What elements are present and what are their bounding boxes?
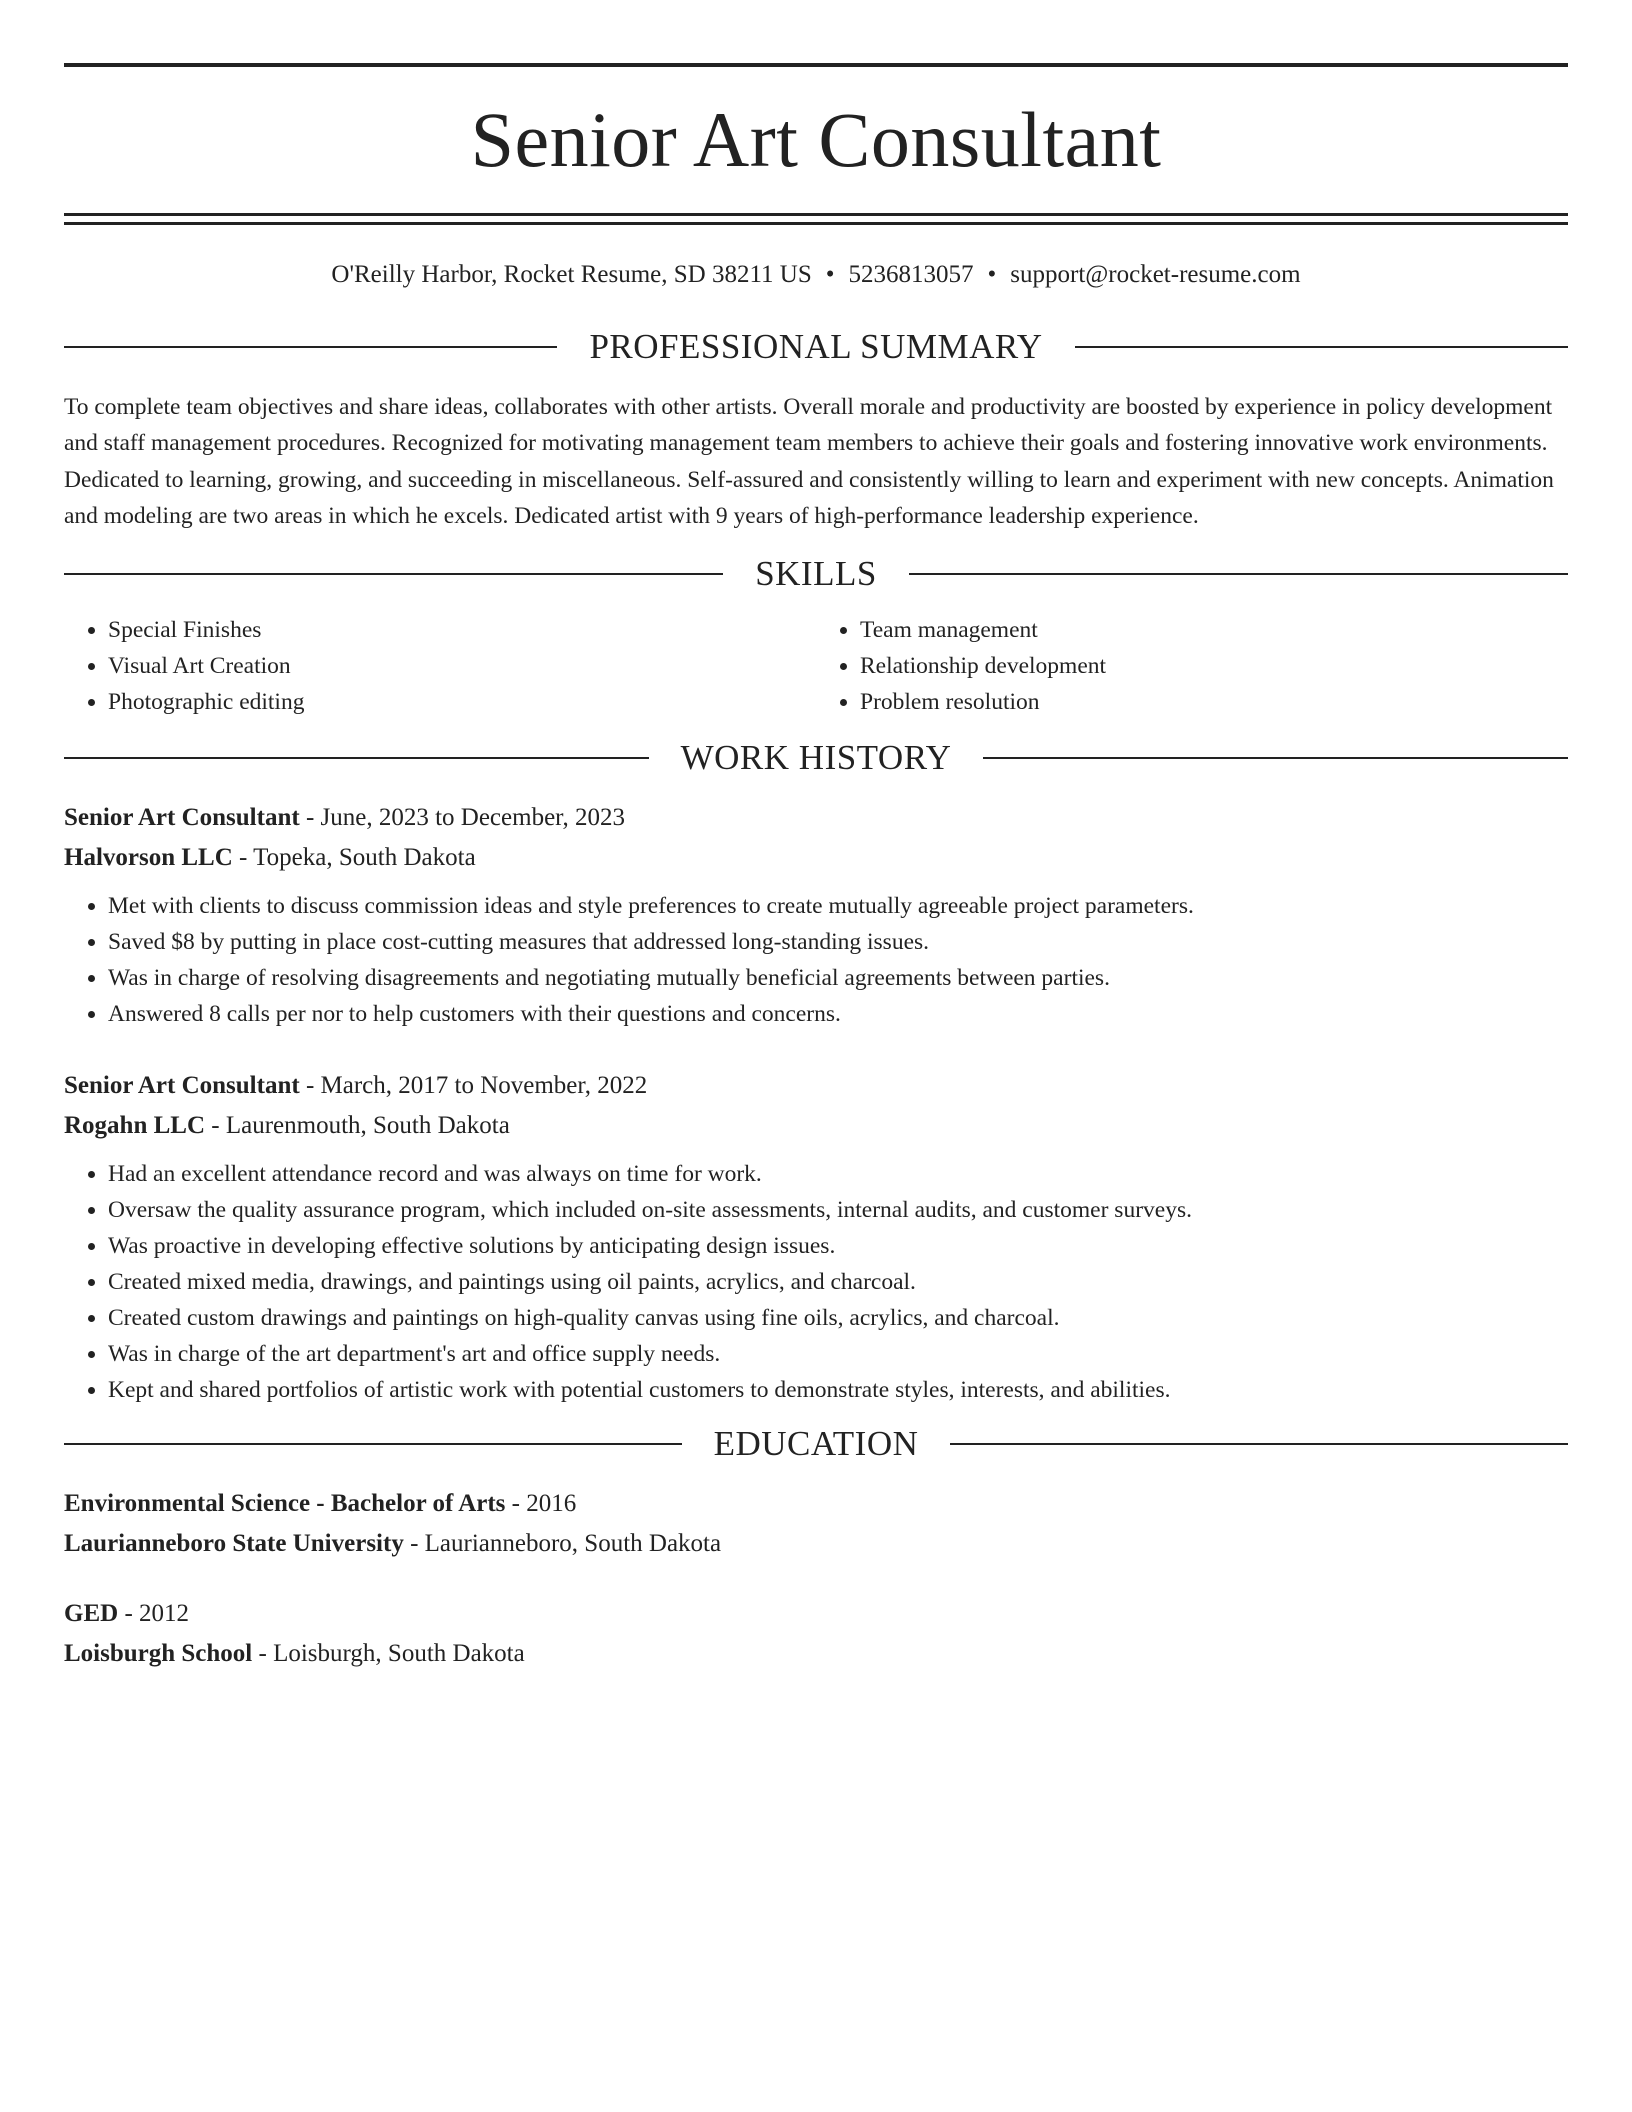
work-heading-text: WORK HISTORY: [680, 738, 952, 778]
job-company: Halvorson LLC: [64, 844, 233, 872]
heading-rule: [1075, 346, 1568, 348]
job-bullet: • Was in charge of the art department's art and office supply needs.: [108, 1336, 1568, 1372]
resume-title: Senior Art Consultant: [470, 96, 1162, 183]
education-degree-line: [64, 1594, 1568, 1634]
education-entry: [64, 1594, 1568, 1674]
job-company-line: [64, 1106, 1568, 1146]
job-dates: March, 2017 to November, 2022: [320, 1072, 648, 1100]
contact-email: support@rocket-resume.com: [1010, 261, 1301, 288]
heading-rule: [64, 346, 557, 348]
skills-list: [64, 612, 1568, 720]
education-location: Loisburgh, South Dakota: [273, 1640, 525, 1668]
job-title: Senior Art Consultant: [64, 1072, 300, 1100]
dash: -: [505, 1490, 527, 1518]
education-degree: GED: [64, 1600, 119, 1628]
job-bullet: • Created mixed media, drawings, and paintings using oil paints, acrylics, and charcoal.: [108, 1264, 1568, 1300]
job-bullet: • Created custom drawings and paintings on high-quality canvas using fine oils, acrylics, and charcoal.: [108, 1300, 1568, 1336]
education-degree-line: [64, 1484, 1568, 1524]
education-location: Laurianneboro, South Dakota: [424, 1530, 722, 1558]
job-bullet: • Had an excellent attendance record and was always on time for work.: [108, 1156, 1568, 1192]
summary-heading-text: PROFESSIONAL SUMMARY: [589, 327, 1043, 366]
job-entry: [64, 1066, 1568, 1408]
job-entry: [64, 798, 1568, 1032]
job-title-line: [64, 798, 1568, 838]
contact-separator: •: [825, 261, 835, 288]
dash: -: [252, 1640, 274, 1668]
dash: -: [299, 1072, 321, 1100]
job-bullet: • Met with clients to discuss commission ideas and style preferences to create mutually agreeable project parameters.: [108, 888, 1568, 924]
job-title: Senior Art Consultant: [64, 804, 300, 832]
job-bullet: • Answered 8 calls per nor to help customers with their questions and concerns.: [108, 996, 1568, 1032]
contact-phone: 5236813057: [848, 261, 974, 288]
job-bullet: • Saved $8 by putting in place cost-cutting measures that addressed long-standing issues.: [108, 924, 1568, 960]
job-company-line: [64, 838, 1568, 878]
contact-line: [64, 259, 1568, 291]
dash: -: [118, 1600, 140, 1628]
education-school-line: [64, 1524, 1568, 1564]
education-school: Loisburgh School: [64, 1640, 253, 1668]
dash: -: [403, 1530, 425, 1558]
skill-item: • Team management: [860, 612, 1568, 648]
skills-heading-text: SKILLS: [755, 554, 877, 594]
job-dates: June, 2023 to December, 2023: [320, 804, 625, 832]
job-bullet: • Kept and shared portfolios of artistic work with potential customers to demonstrate styles, interests, and abilities.: [108, 1372, 1568, 1408]
skill-item: • Visual Art Creation: [108, 648, 816, 684]
skill-item: • Relationship development: [860, 648, 1568, 684]
job-bullets: [64, 888, 1568, 1032]
skills-column-left: [64, 612, 816, 720]
heading-rule: [64, 757, 649, 759]
heading-rule: [64, 1443, 682, 1445]
job-company: Rogahn LLC: [64, 1112, 206, 1140]
skill-item: • Photographic editing: [108, 684, 816, 720]
education-school: Laurianneboro State University: [64, 1530, 404, 1558]
job-bullets: [64, 1156, 1568, 1408]
dash: -: [299, 804, 321, 832]
dash: -: [232, 844, 254, 872]
job-location: Topeka, South Dakota: [253, 844, 476, 872]
skills-column-right: [816, 612, 1568, 720]
contact-address: O'Reilly Harbor, Rocket Resume, SD 38211 US: [331, 261, 812, 288]
job-bullet: • Was in charge of resolving disagreements and negotiating mutually beneficial agreements between parties.: [108, 960, 1568, 996]
job-bullet: • Oversaw the quality assurance program, which included on-site assessments, internal audits, and customer surveys.: [108, 1192, 1568, 1228]
education-entry: [64, 1484, 1568, 1564]
summary-text: To complete team objectives and share ideas, collaborates with other artists. Overall morale and productivity are boosted by experience in policy development and staff management procedures. Recognized for motivating management team members to achieve their goals and fostering innovative work environments. Dedicated to learning, growing, and succeeding in miscellaneous. Self-assured and consistently willing to learn and experiment with new concepts. Animation and modeling are two areas in which he excels. Dedicated artist with 9 years of high-performance leadership experience.: [64, 394, 1554, 529]
heading-rule: [950, 1443, 1568, 1445]
education-year: 2012: [139, 1600, 190, 1628]
skill-item: • Problem resolution: [860, 684, 1568, 720]
job-title-line: [64, 1066, 1568, 1106]
heading-rule: [64, 573, 723, 575]
skill-item: • Special Finishes: [108, 612, 816, 648]
contact-separator: •: [987, 261, 997, 288]
education-degree: Environmental Science - Bachelor of Arts: [64, 1490, 506, 1518]
work-heading: [64, 738, 1568, 778]
heading-rule: [983, 757, 1568, 759]
skills-heading: [64, 554, 1568, 594]
summary-heading: [64, 327, 1568, 367]
education-heading: [64, 1424, 1568, 1464]
education-year: 2016: [526, 1490, 577, 1518]
double-rule: [64, 213, 1568, 225]
job-bullet: • Was proactive in developing effective solutions by anticipating design issues.: [108, 1228, 1568, 1264]
education-school-line: [64, 1634, 1568, 1674]
education-heading-text: EDUCATION: [713, 1424, 919, 1464]
dash: -: [205, 1112, 226, 1140]
top-rule: [64, 63, 1568, 67]
job-location: Laurenmouth, South Dakota: [225, 1112, 510, 1140]
heading-rule: [909, 573, 1568, 575]
